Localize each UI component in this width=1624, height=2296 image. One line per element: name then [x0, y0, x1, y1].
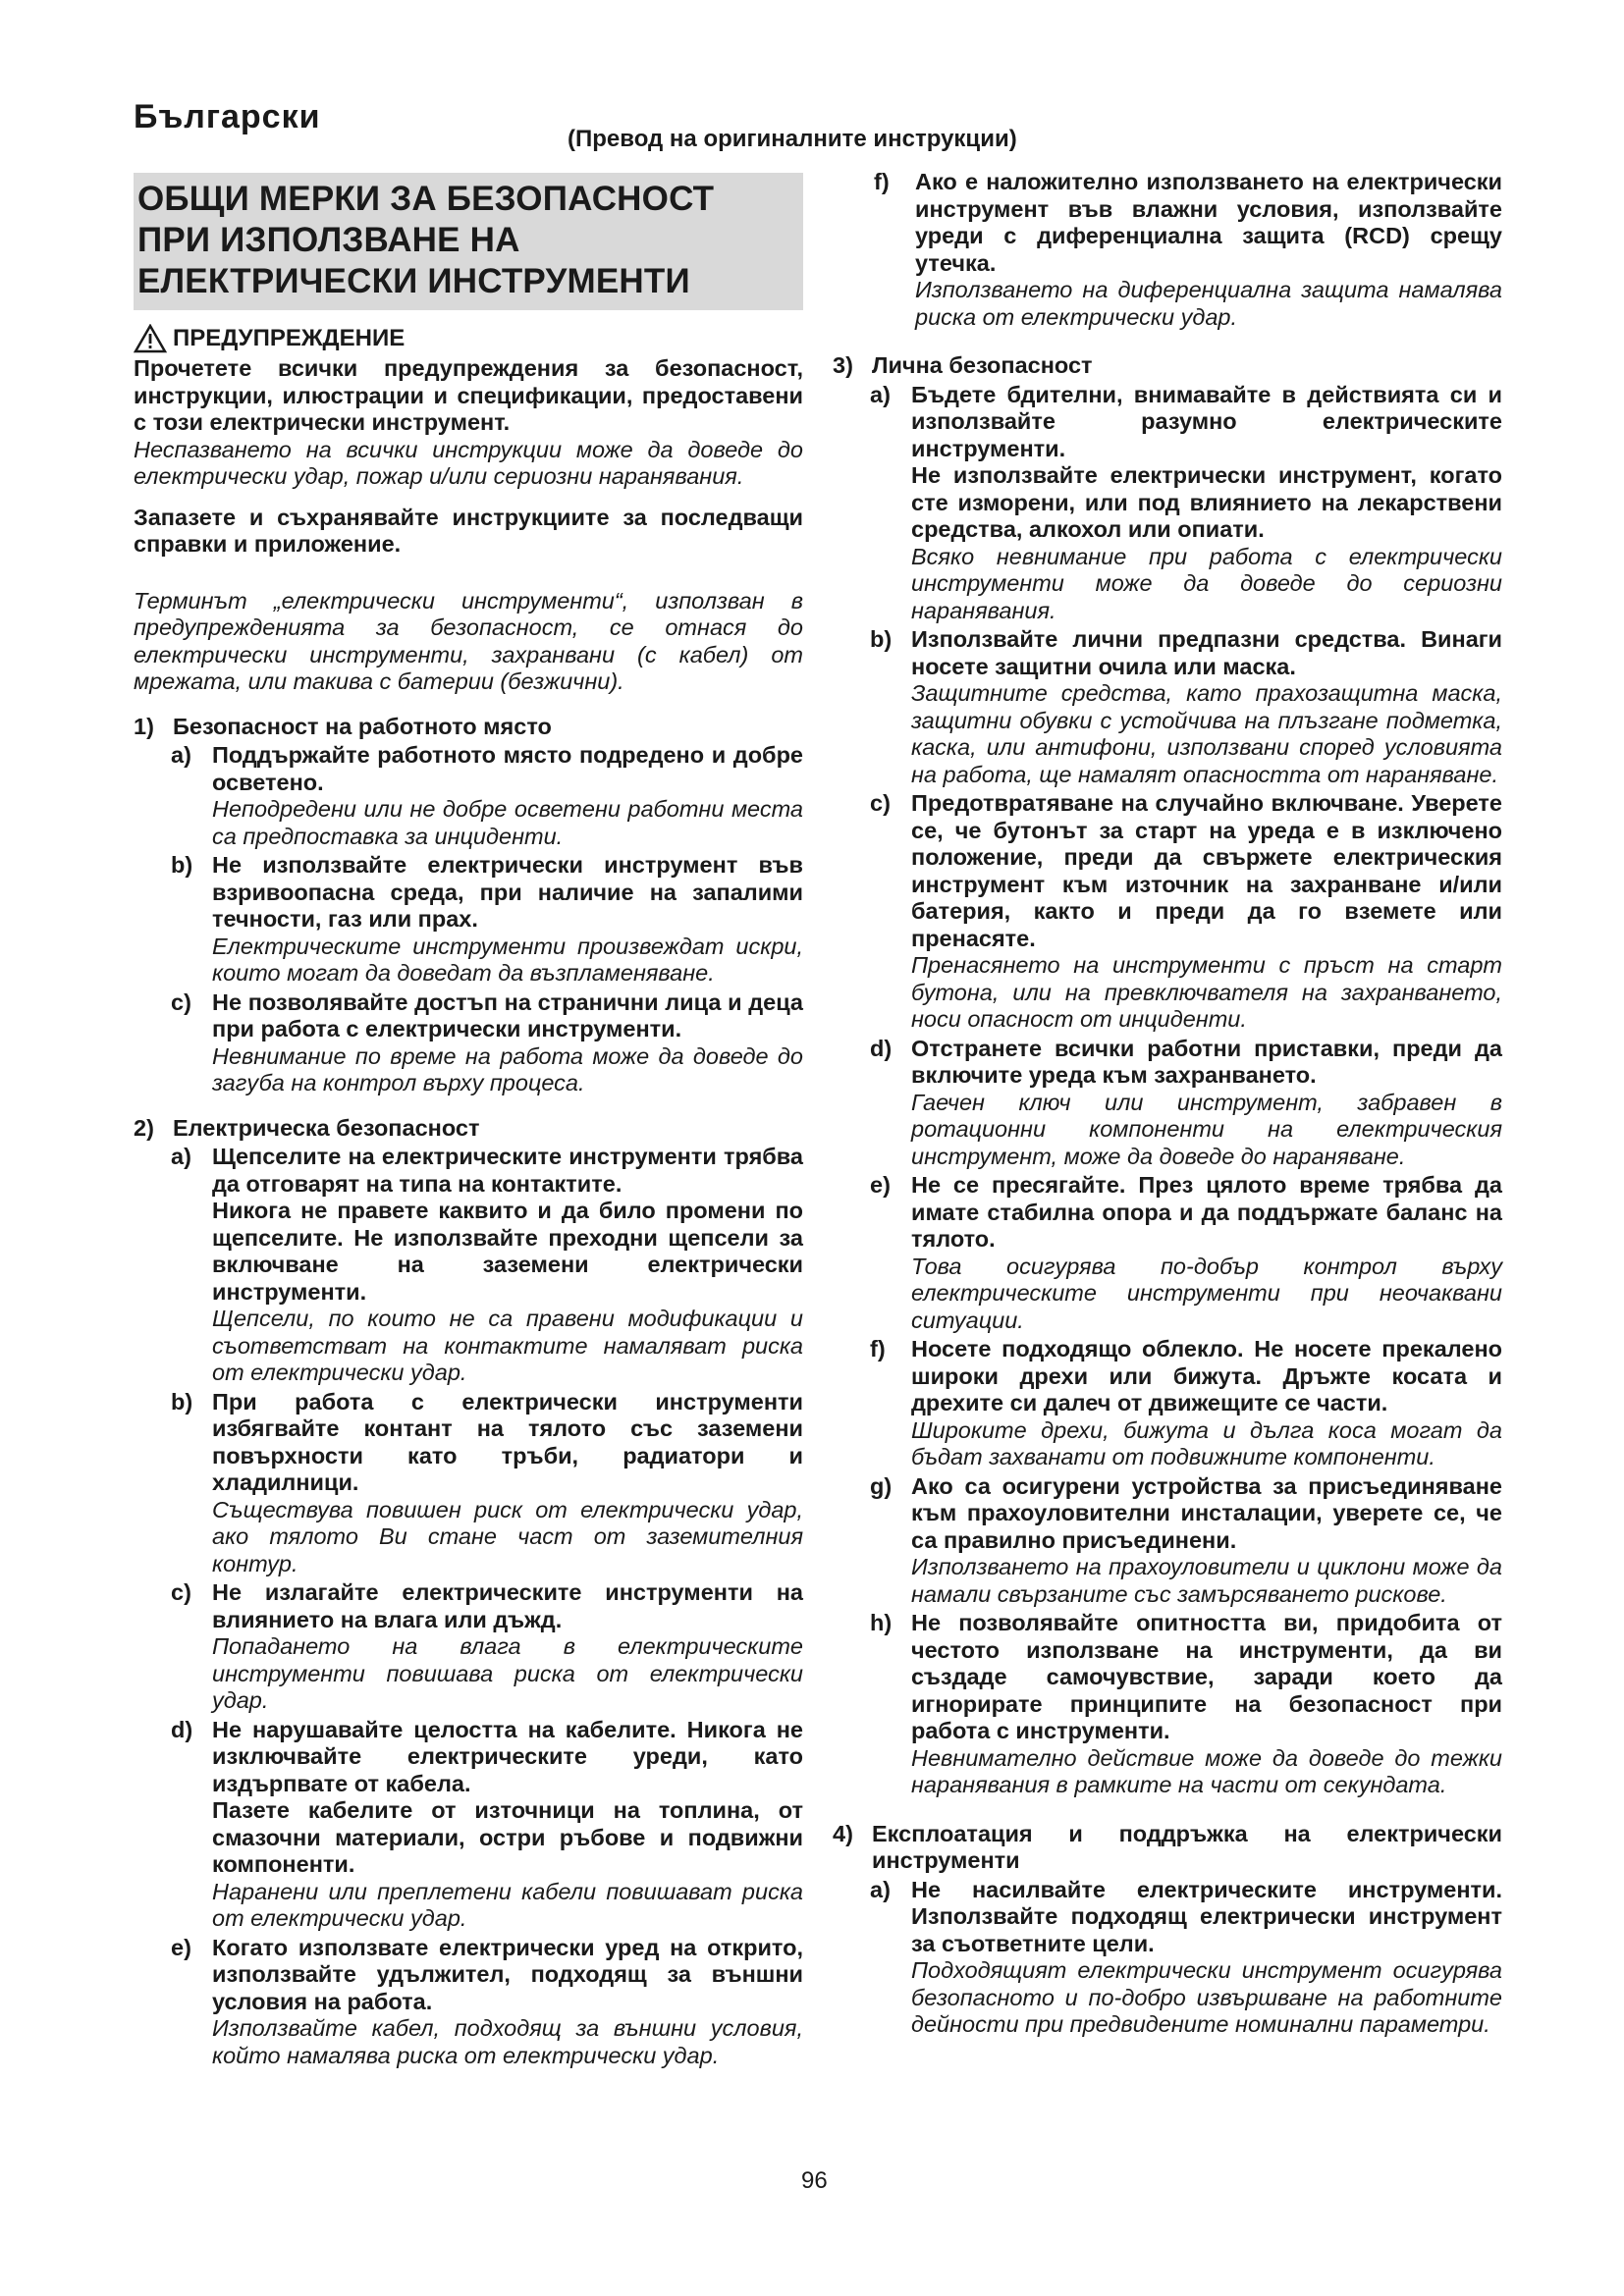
left-column	[134, 173, 803, 2069]
list-item: f) Ако е наложително използването на електрически инструмент във влажни условия, използвайте уреди с диференциална защита (RCD) срещу утечка. Използването на диференциална защита намалява риска от електрически удар.	[874, 169, 1502, 330]
section-1-heading: 1) Безопасност на работното място	[134, 713, 552, 739]
section-2-continued	[874, 169, 1502, 331]
list-item: e) Не се пресягайте. През цялото време трябва да имате стабилна опора и да поддържате баланс на тялото. Това осигурява по-добър контрол върху електрическите инструменти при неочаквани ситуации.	[870, 1172, 1502, 1333]
section-4-items	[870, 1877, 1502, 2039]
section-2-heading: 2) Електрическа безопасност	[134, 1114, 480, 1141]
list-item: a) Щепселите на електрическите инструменти трябва да отговарят на типа на контактите. Никога не правете каквито и да било промени по щепселите. Не използвайте преходни щепсели за включване на заземени електрически инструменти. Щепсели, по които не са правени модификации и съответстват на контактите намаляват риска от електрически удар.	[171, 1144, 803, 1385]
list-item: b) Не използвайте електрически инструмент във взривоопасна среда, при наличие на запалими течности, газ или прах. Електрическите инструменти произвеждат искри, които могат да доведат да възпламеняване.	[171, 852, 803, 986]
list-item: c) Предотвратяване на случайно включване. Уверете се, че бутонът за старт на уреда е в изключено положение, преди да свържете електрическия инструмент към източник на захранване и/или батерия, както и преди да го вземете или пренасяте. Пренасянето на инструменти с пръст на старт бутона, или на превключвателя на захранването, носи опасност от инциденти.	[870, 790, 1502, 1032]
section-3-heading: 3) Лична безопасност	[833, 352, 1093, 378]
page-number: 96	[801, 2167, 828, 2194]
translation-note: (Превод на оригиналните инструкции)	[568, 126, 1017, 152]
term-definition: Терминът „електрически инструменти“, използван в предупрежденията за безопасност, се отнася до електрически инструменти, захранвани (с кабел) от мрежата, или такива с батерии (безжични).	[134, 587, 803, 694]
list-item: c) Не позволявайте достъп на странични лица и деца при работа с електрически инструменти. Невнимание по време на работа може да доведе до загуба на контрол върху процеса.	[171, 988, 803, 1095]
list-item: d) Не нарушавайте целостта на кабелите. Никога не изключвайте електрическите уреди, като издърпвате от кабела. Пазете кабелите от източници на топлина, от смазочни материали, остри ръбове и подвижни компоненти. Наранени или преплетени кабели повишават риска от електрически удар.	[171, 1716, 803, 1931]
list-item: a) Не насилвайте електрическите инструменти. Използвайте подходящ електрически инструмент за съответните цели. Подходящият електрически инструмент осигурява безопасното и по-добро извършване на работните дейности при предвидените номинални параметри.	[870, 1876, 1502, 2037]
warning-label: ПРЕДУПРЕЖДЕНИЕ	[173, 325, 406, 352]
list-item: b) Използвайте лични предпазни средства. Винаги носете защитни очила или маска. Защитните средства, като прахозащитна маска, защитни обувки с устойчива на плъзгане подметка, каска, или антифони, използвани според условията на работа, ще намалят опасността от нараняване.	[870, 626, 1502, 787]
list-item: f) Носете подходящо облекло. Не носете прекалено широки дрехи или бижута. Дръжте косата и дрехите си далеч от движещите се части. Широките дрехи, бижута и дълга коса могат да бъдат захванати от подвижните компоненти.	[870, 1336, 1502, 1469]
title-line-3: ЕЛЕКТРИЧЕСКИ ИНСТРУМЕНТИ	[137, 262, 690, 300]
warning-text: Прочетете всички предупреждения за безопасност, инструкции, илюстрации и спецификации, предоставени с този електрически инструмент.	[134, 355, 803, 435]
list-item: c) Не излагайте електрическите инструменти на влиянието на влага или дъжд. Попадането на влага в електрическите инструменти повишава риска от електрически удар.	[171, 1579, 803, 1713]
section-4-heading: 4) Експлоатация и поддръжка на електрически инструменти	[833, 1820, 1502, 1873]
title-line-2: ПРИ ИЗПОЛЗВАНЕ НА	[137, 221, 520, 259]
right-column	[833, 167, 1502, 2039]
list-item: b) При работа с електрически инструменти избягвайте контант на тялото със заземени повърхности като тръби, радиатори и хладилници. Съществува повишен риск от електрически удар, ако тялото Ви стане част от заземителния контур.	[171, 1388, 803, 1576]
list-item: d) Отстранете всички работни приставки, преди да включите уреда към захранването. Гаечен ключ или инструмент, забравен в ротационни компоненти на електрическия инструмент, може да доведе до нараняване.	[870, 1035, 1502, 1169]
warning-triangle-icon	[134, 324, 167, 353]
list-item: a) Бъдете бдителни, внимавайте в действията си и използвайте разумно електрическите инструменти. Не използвайте електрически инструмент, когато сте изморени, или под влиянието на лекарствени средства, алкохол или опиати. Всяко невнимание при работа с електрически инструменти може да доведе до сериозни наранявания.	[870, 381, 1502, 623]
list-item: h) Не позволявайте опитността ви, придобита от честото използване на инструменти, да ви създаде самочувствие, заради което да игнорирате принципите на безопасност при работа с инструменти. Невнимателно действие може да доведе до тежки наранявания в рамките на части от секундата.	[870, 1610, 1502, 1797]
section-2-items	[171, 1144, 803, 2069]
section-3-items	[870, 382, 1502, 1799]
title-line-1: ОБЩИ МЕРКИ ЗА БЕЗОПАСНОСТ	[137, 180, 715, 218]
section-1-items	[171, 742, 803, 1097]
language-heading: Български	[134, 98, 321, 135]
section-title-box	[134, 173, 803, 310]
list-item: a) Поддържайте работното място подредено и добре осветено. Неподредени или не добре осветени работни места са предпоставка за инциденти.	[171, 742, 803, 849]
keep-instructions: Запазете и съхранявайте инструкциите за последващи справки и приложение.	[134, 504, 803, 557]
warning-heading	[134, 324, 803, 353]
warning-consequence: Неспазването на всички инструкции може да доведе до електрически удар, пожар и/или сериозни наранявания.	[134, 436, 803, 489]
list-item: e) Когато използвате електрически уред на открито, използвайте удължител, подходящ за външни условия на работа. Използвайте кабел, подходящ за външни условия, който намалява риска от електрически удар.	[171, 1934, 803, 2068]
list-item: g) Ако са осигурени устройства за присъединяване към прахоуловителни инсталации, уверете се, че са правилно присъединени. Използването на прахоуловители и циклони може да намали свързаните със замърсяването рискове.	[870, 1472, 1502, 1607]
